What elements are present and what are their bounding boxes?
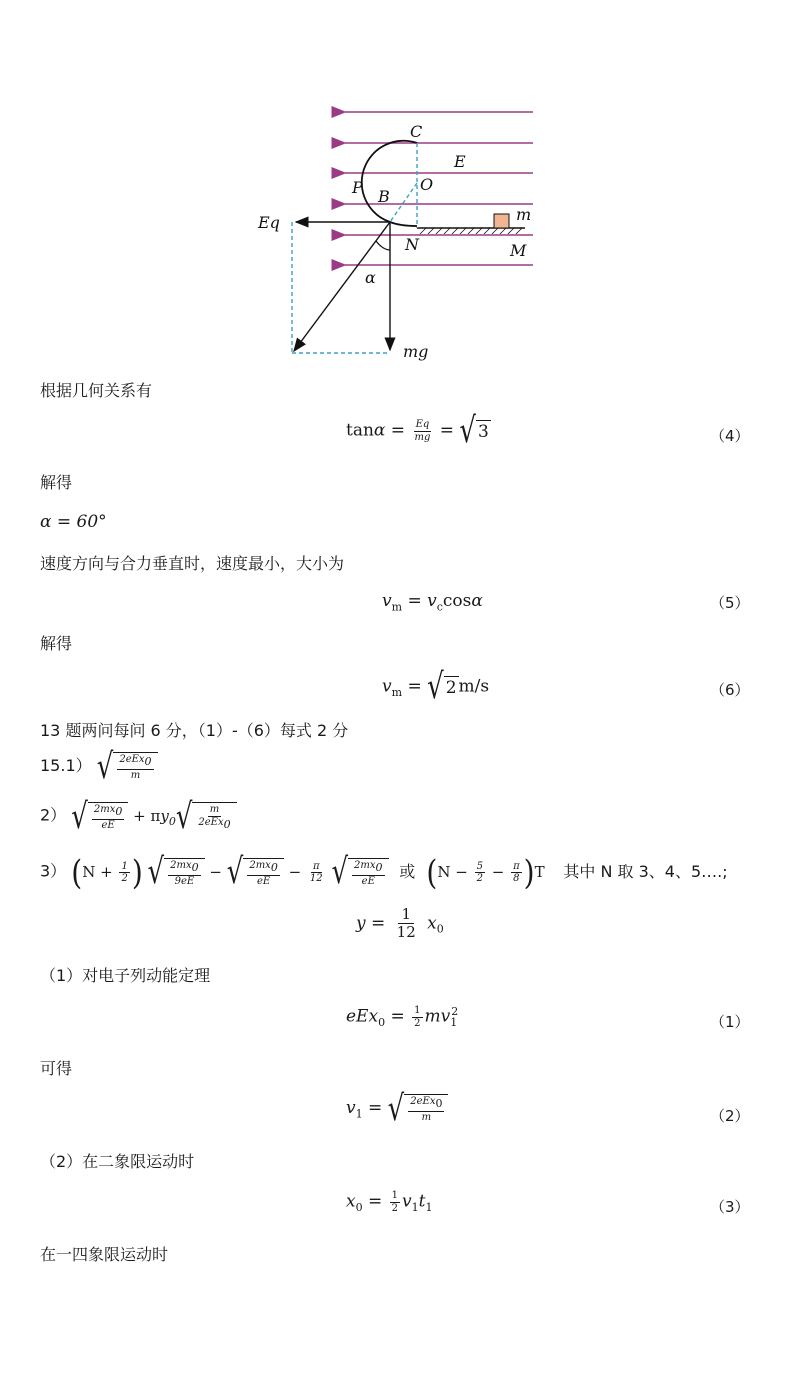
text-part2: （2）在二象限运动时 — [40, 1152, 195, 1171]
label-m-small: m — [516, 205, 532, 224]
block — [494, 214, 509, 228]
text-scoring: 13 题两问每问 6 分，（1）-（6）每式 2 分 — [40, 721, 349, 740]
label-b: B — [378, 187, 390, 206]
label-n: N — [405, 235, 419, 254]
angle-arc — [376, 241, 390, 250]
text-get: 可得 — [40, 1059, 73, 1078]
label-eq: Eq — [258, 213, 280, 232]
label-mg: mg — [403, 342, 429, 361]
eqno-5: （5） — [710, 594, 750, 612]
label-c: C — [410, 122, 423, 141]
answer-15-2: 2） √ $\frac{2mx_0}{eE}$ + $\pi y_0$ √ $\frac{m}{2eEx_0}$ — [40, 802, 237, 831]
label-alpha: α — [365, 268, 376, 287]
physics-diagram — [250, 100, 550, 370]
label-p: P — [352, 178, 363, 197]
answer-15-1: 15.1） √ $\frac{2eEx_0}{m}$ — [40, 752, 158, 781]
answer-15-3: 3） (N + $\frac{1}{2}$ ) √ $\frac{2mx_0}{9eE}$ − √ $\frac{2mx_0}{eE}$ − $\frac{\pi}{12}$ √ $\frac{2mx_0}{eE}$ 或 (N − $\frac{5}{2}$ − $\frac{\pi}{8}$ )T 其中 N 取 3、4、5….; — [40, 852, 728, 893]
text-solve2: 解得 — [40, 634, 73, 653]
field-lines — [345, 112, 533, 265]
eqno-1: （1） — [710, 1013, 750, 1031]
text-velocity: 速度方向与合力垂直时，速度最小，大小为 — [40, 554, 345, 573]
equation-y: y = $\frac{1}{12}$ $x_0$ — [356, 905, 444, 942]
alpha-value: α = 60° — [40, 512, 107, 532]
eqno-3: （3） — [710, 1198, 750, 1216]
label-o: O — [420, 175, 434, 194]
label-e: E — [454, 152, 466, 171]
eqno-6: （6） — [710, 681, 750, 699]
eqno-2: （2） — [710, 1107, 750, 1125]
text-part3: 在一四象限运动时 — [40, 1245, 169, 1264]
label-m-big: M — [510, 241, 527, 260]
text-geom: 根据几何关系有 — [40, 381, 153, 400]
equation-v1: $v_1$ = √ $\frac{2eEx_0}{m}$ — [346, 1094, 448, 1123]
equation-energy: eEx$_0$ = $\frac{1}{2}$ $mv_1^2$ — [346, 1005, 459, 1030]
text-solve1: 解得 — [40, 473, 73, 492]
semicircle-track — [362, 141, 417, 222]
equation-tan: tanα = $\frac{Eq}{mg}$ = √ 3 — [346, 410, 489, 452]
eqno-4: （4） — [710, 427, 750, 445]
text-part1: （1）对电子列动能定理 — [40, 966, 211, 985]
equation-x0: $x_0$ = $\frac{1}{2}$ $v_1t_1$ — [346, 1190, 433, 1214]
equation-vm: $v_m = v_c\cos\alpha$ — [382, 591, 483, 614]
equation-vm-result: $v_m$ = √ 2 m/s — [382, 666, 490, 708]
